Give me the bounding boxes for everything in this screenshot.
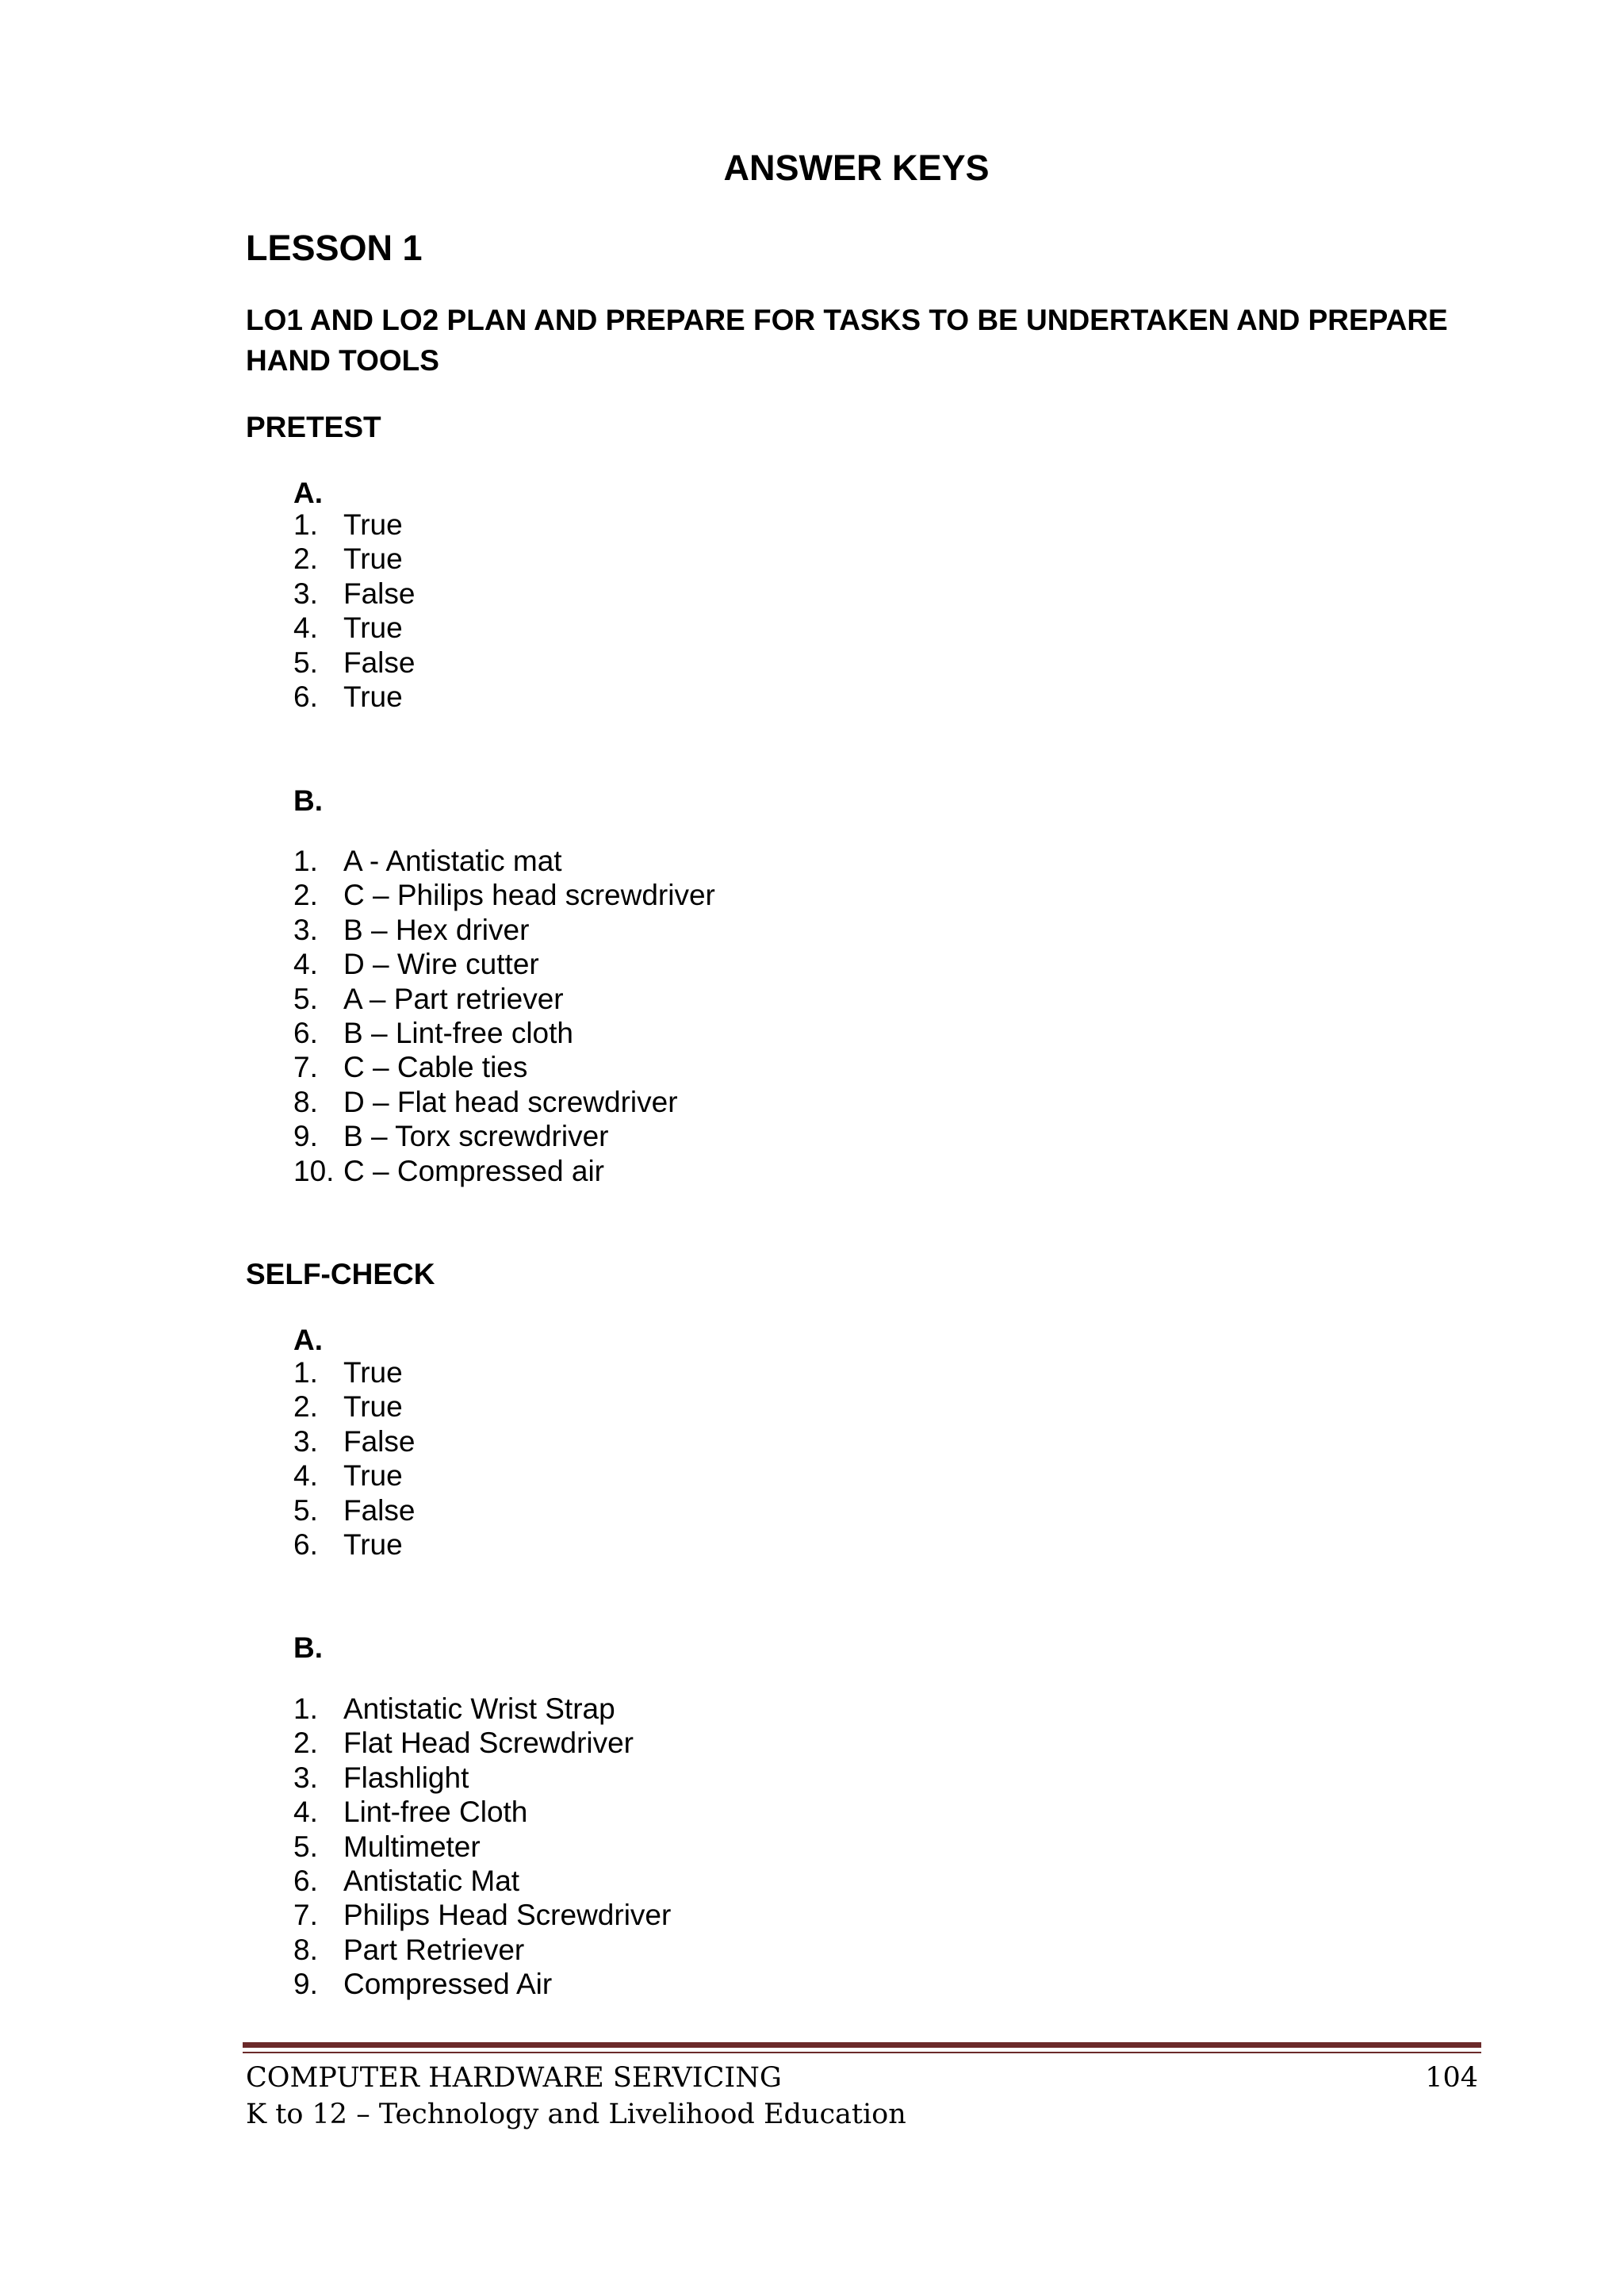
answer-number: 4. (293, 1796, 318, 1829)
answer-number: 3. (293, 913, 318, 946)
page-number: 104 (1425, 2062, 1478, 2094)
answer-text: Flashlight (343, 1761, 469, 1794)
answer-item (293, 1761, 671, 1795)
self-check-part-a-list (293, 1355, 415, 1562)
answer-item (293, 1864, 671, 1898)
answer-text: False (343, 577, 416, 610)
answer-text: C – Cable ties (343, 1051, 528, 1084)
answer-text: C – Philips head screwdriver (343, 879, 715, 912)
answer-item (293, 1493, 415, 1527)
self-check-part-a-label: A. (293, 1324, 323, 1356)
answer-item (293, 577, 415, 611)
answer-item (293, 982, 715, 1016)
answer-number: 1. (293, 1356, 318, 1389)
answer-item (293, 1016, 715, 1050)
answer-item (293, 508, 415, 542)
answer-text: A - Antistatic mat (343, 845, 562, 877)
answer-text: True (343, 1459, 403, 1493)
answer-number: 2. (293, 879, 318, 912)
answer-text: Antistatic Mat (343, 1865, 520, 1898)
answer-text: Compressed Air (343, 1968, 553, 2001)
learning-outcome-heading: LO1 AND LO2 PLAN AND PREPARE FOR TASKS TO BE UNDERTAKEN AND PREPARE HAND TOOLS (246, 304, 1448, 377)
answer-item (293, 1527, 415, 1562)
answer-text: C – Compressed air (343, 1154, 605, 1187)
page-title: ANSWER KEYS (723, 148, 990, 188)
self-check-part-b-label: B. (293, 1631, 323, 1664)
answer-text: Lint-free Cloth (343, 1796, 528, 1829)
answer-item (293, 1458, 415, 1493)
answer-text: True (343, 611, 403, 645)
answer-text: Part Retriever (343, 1933, 525, 1966)
pretest-part-a-list (293, 508, 415, 714)
answer-text: Flat Head Screwdriver (343, 1727, 634, 1760)
answer-number: 8. (293, 1933, 318, 1966)
answer-item (293, 680, 415, 714)
answer-text: True (343, 680, 403, 714)
answer-item (293, 1355, 415, 1389)
answer-item (293, 1085, 715, 1119)
answer-number: 3. (293, 577, 318, 610)
answer-number: 9. (293, 1120, 318, 1153)
pretest-part-b-list (293, 844, 715, 1188)
answer-text: B – Torx screwdriver (343, 1120, 609, 1153)
answer-item (293, 611, 415, 645)
answer-number: 9. (293, 1968, 318, 2001)
pretest-heading: PRETEST (246, 411, 381, 443)
answer-number: 1. (293, 1692, 318, 1725)
answer-number: 3. (293, 1761, 318, 1794)
answer-number: 1. (293, 845, 318, 877)
answer-text: Philips Head Screwdriver (343, 1899, 672, 1932)
answer-number: 1. (293, 508, 318, 541)
answer-text: True (343, 542, 403, 576)
answer-number: 4. (293, 611, 318, 645)
answer-number: 3. (293, 1424, 318, 1458)
answer-item (293, 1967, 671, 2001)
answer-item (293, 1154, 715, 1188)
answer-number: 4. (293, 1459, 318, 1493)
answer-text: True (343, 1356, 403, 1389)
answer-number: 10. (293, 1154, 335, 1187)
answer-text: True (343, 508, 403, 541)
answer-item (293, 1795, 671, 1829)
answer-number: 5. (293, 646, 318, 679)
answer-item (293, 1389, 415, 1424)
answer-item (293, 1898, 671, 1932)
answer-item (293, 1692, 671, 1726)
answer-text: False (343, 646, 416, 679)
answer-number: 8. (293, 1085, 318, 1118)
answer-number: 6. (293, 680, 318, 714)
answer-number: 6. (293, 1865, 318, 1898)
answer-item (293, 1119, 715, 1153)
answer-number: 5. (293, 982, 318, 1015)
answer-item (293, 646, 415, 680)
pretest-part-b-label: B. (293, 784, 323, 817)
answer-number: 2. (293, 1727, 318, 1760)
answer-number: 7. (293, 1899, 318, 1932)
footer-program: K to 12 – Technology and Livelihood Education (246, 2099, 906, 2130)
answer-text: D – Flat head screwdriver (343, 1085, 678, 1118)
answer-number: 2. (293, 542, 318, 576)
answer-number: 7. (293, 1051, 318, 1084)
answer-item (293, 878, 715, 912)
answer-item (293, 1830, 671, 1864)
answer-number: 6. (293, 1528, 318, 1562)
answer-text: True (343, 1528, 403, 1562)
footer-rule (243, 2042, 1481, 2048)
answer-text: False (343, 1424, 416, 1458)
answer-text: B – Hex driver (343, 913, 530, 946)
answer-text: B – Lint-free cloth (343, 1017, 573, 1050)
answer-item (293, 947, 715, 981)
lesson-heading: LESSON 1 (246, 228, 423, 268)
answer-text: Multimeter (343, 1830, 481, 1863)
answer-text: Antistatic Wrist Strap (343, 1692, 615, 1725)
answer-number: 2. (293, 1390, 318, 1424)
self-check-part-b-list (293, 1692, 671, 2002)
self-check-heading: SELF-CHECK (246, 1258, 435, 1290)
answer-item (293, 844, 715, 878)
answer-item (293, 1933, 671, 1967)
answer-text: D – Wire cutter (343, 948, 539, 981)
answer-number: 5. (293, 1830, 318, 1863)
footer-subject: COMPUTER HARDWARE SERVICING (246, 2062, 782, 2094)
answer-number: 4. (293, 948, 318, 981)
answer-item (293, 1726, 671, 1760)
answer-item (293, 542, 415, 576)
answer-item (293, 1050, 715, 1084)
footer-rule-thin (243, 2052, 1481, 2053)
answer-number: 5. (293, 1493, 318, 1527)
answer-text: True (343, 1390, 403, 1424)
answer-number: 6. (293, 1017, 318, 1050)
answer-text: False (343, 1493, 416, 1527)
pretest-part-a-label: A. (293, 477, 323, 509)
answer-item (293, 913, 715, 947)
answer-item (293, 1424, 415, 1458)
answer-text: A – Part retriever (343, 982, 564, 1015)
